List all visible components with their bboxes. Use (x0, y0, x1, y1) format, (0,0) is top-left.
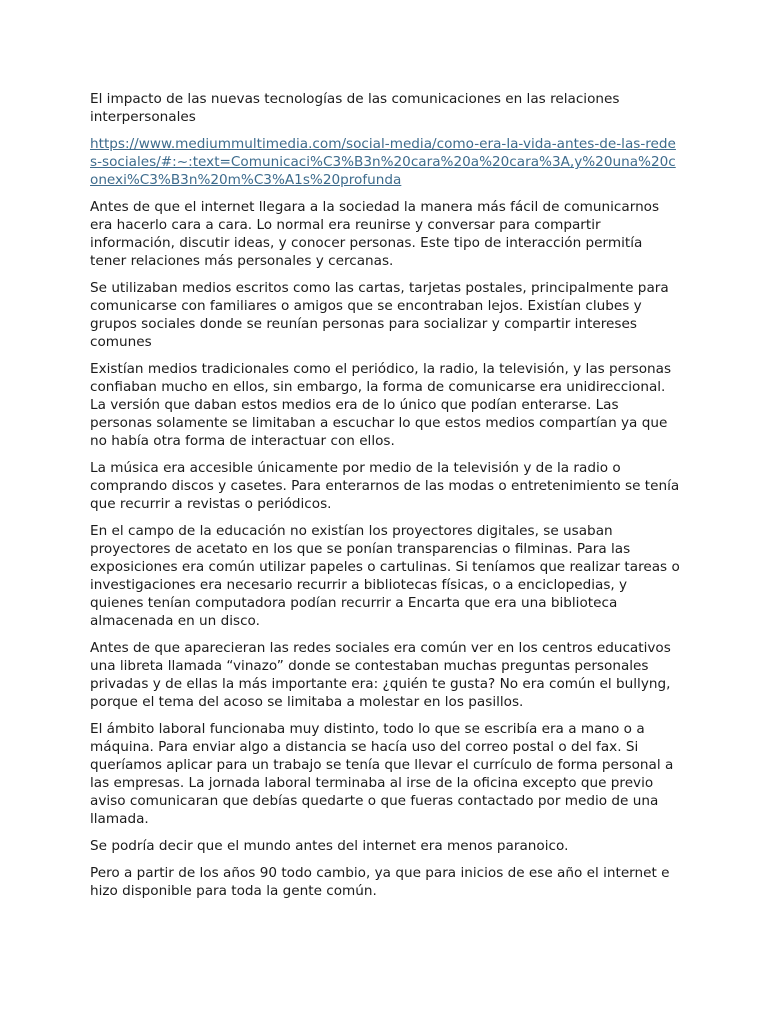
paragraph: Pero a partir de los años 90 todo cambio, ya que para inicios de ese año el internet e hizo disponible para toda la gente común. (90, 865, 670, 900)
paragraph: En el campo de la educación no existían los proyectores digitales, se usaban proyectores de acetato en los que se ponían transparencias o filminas. Para las exposiciones era común utilizar papeles o cartulinas. Si teníamos que realizar tareas o investigaciones era necesario recurrir a bibliotecas físicas, o a enciclopedias, y quienes tenían computadora podían recurrir a Encarta que era una biblioteca almacenada en un disco. (90, 523, 680, 629)
paragraph: Se utilizaban medios escritos como las cartas, tarjetas postales, principalmente para comunicarse con familiares o amigos que se encontraban lejos. Existían clubes y grupos sociales donde se reunían personas para socializar y compartir intereses comunes (90, 280, 669, 351)
source-link-paragraph (90, 136, 680, 190)
paragraph: Antes de que el internet llegara a la sociedad la manera más fácil de comunicarnos era hacerlo cara a cara. Lo normal era reunirse y conversar para compartir información, discutir ideas, y conocer personas. Este tipo de interacción permitía tener relaciones más personales y cercanas. (90, 199, 660, 270)
paragraph: El ámbito laboral funcionaba muy distinto, todo lo que se escribía era a mano o a máquina. Para enviar algo a distancia se hacía uso del correo postal o del fax. Si queríamos aplicar para un trabajo se tenía que llevar el currículo de forma personal a las empresas. La jornada laboral terminaba al irse de la oficina excepto que previo aviso comunicaran que debías quedarte o que fueras contactado por medio de una llamada. (90, 721, 674, 827)
paragraph: La música era accesible únicamente por medio de la televisión y de la radio o comprando discos y casetes. Para enterarnos de las modas o entretenimiento se tenía que recurrir a revistas o periódicos. (90, 460, 680, 513)
document-title: El impacto de las nuevas tecnologías de las comunicaciones en las relaciones interpersonales (90, 91, 620, 125)
document-page (90, 91, 680, 911)
source-link[interactable]: https://www.mediummultimedia.com/social-media/como-era-la-vida-antes-de-las-redes-sociales/#:~:text=Comunicaci%C3%B3n%20cara%20a%20cara%3A,y%20una%20conexi%C3%B3n%20m%C3%A1s%20profunda (90, 136, 676, 189)
paragraph: Antes de que aparecieran las redes sociales era común ver en los centros educativos una libreta llamada “vinazo” donde se contestaban muchas preguntas personales privadas y de ellas la más importante era: ¿quién te gusta? No era común el bullyng, porque el tema del acoso se limitaba a molestar en los pasillos. (90, 640, 671, 710)
paragraph: Se podría decir que el mundo antes del internet era menos paranoico. (90, 838, 569, 855)
paragraph: Existían medios tradicionales como el periódico, la radio, la televisión, y las personas confiaban mucho en ellos, sin embargo, la forma de comunicarse era unidireccional. La versión que daban estos medios era de lo único que podían enterarse. Las personas solamente se limitaban a escuchar lo que estos medios compartían ya que no había otra forma de interactuar con ellos. (90, 361, 672, 449)
